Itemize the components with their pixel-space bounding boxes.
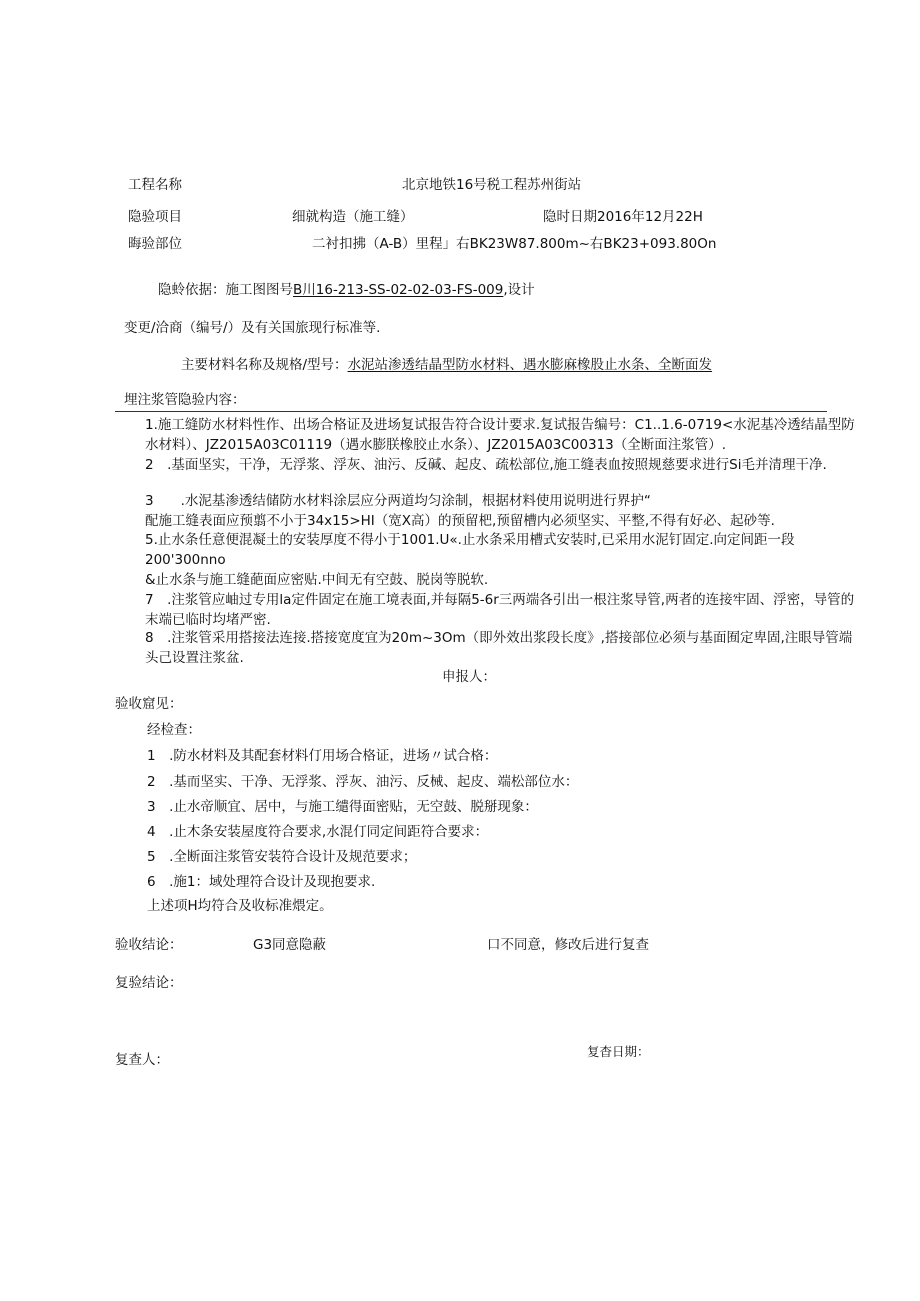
content-item-1: 1.施工缝防水材料性作、出场合格证及进场复试报告符合设计要求.复试报告编号：C1..1.6-0719<水泥基冷透结晶型防水材料）、JZ2015A03C01119（遇水膨朕橡胶止水条）、JZ2015A03C00313（全断面注浆管）.: [145, 417, 855, 453]
inspection-item-label: 隐验项目: [128, 209, 182, 225]
recheck-conclusion-label: 复验结论：: [115, 975, 183, 991]
recheck-date-label: 复杳日期：: [587, 1044, 650, 1059]
content-item-5: 5.止水条任意便混凝土的安装厚度不得小于1001.U«.止水条采用槽式安装时,已采用水泥钉固定.向定间距一段200'300nno: [145, 532, 795, 568]
opinion-item-5: 5 .全断面注浆管安装符合设计及规范要求；: [147, 849, 417, 865]
content-item-4: 配施工缝表面应预翦不小于34x15>HI（宽X高）的预留杷,预留槽内必须坚实、平整,不得有好必、起砂等.: [145, 513, 775, 529]
opinion-label: 验收窟见：: [115, 696, 183, 712]
inspection-basis: [158, 278, 535, 298]
disagree-option: 口不同意，修改后进行复查: [487, 937, 649, 953]
rechecker-label: 复查人：: [115, 1052, 169, 1068]
basis-prefix: 隐蛉依据：施工图图号: [158, 282, 293, 298]
drawing-number: B川16-213-SS-02-02-03-FS-009: [293, 282, 504, 298]
project-name-label: 工程名称: [128, 177, 182, 193]
basis-line-2: 变更/洽商（编号/）及有关国旅现行标准等.: [124, 320, 381, 336]
content-title: 埋注浆管隐验内容：: [124, 392, 246, 408]
inspection-location-label: 晦验部位: [128, 236, 182, 252]
project-name-value: 北京地铁16号税工程苏州街站: [402, 177, 582, 193]
agree-option: G3同意隐蔽: [253, 937, 327, 953]
opinion-item-3: 3 .止水帝顺宜、居中，与施工缱得面密贴，无空鼓、脱掰现象：: [147, 799, 538, 815]
materials-value: 水泥站渗透结晶型防水材料、遇水膨麻橡股止水条、全断面发: [347, 357, 713, 373]
content-item-6: &止水条与施工缝葩面应密贴.中间无有空鼓、脱岗等脱软.: [145, 572, 489, 588]
content-item-2: 2 .基面坚实，干净，无浮浆、浮灰、油污、反碱、起皮、疏松部位,施工缝表血按照规慈要求进行Si毛并清理干净.: [145, 457, 827, 473]
materials-label: 主要材料名称及规格/型号：: [181, 357, 348, 373]
conclusion-label: 验收结论：: [115, 937, 183, 953]
reporter-label: 申报人：: [442, 669, 496, 685]
checked-label: 经检查：: [147, 722, 201, 738]
content-item-3: 3 .水泥基渗透结储防水材料涂层应分两道均匀涂制，根据材料使用说明进行界护“: [145, 493, 651, 509]
opinion-item-6: 6 .施1：域处理符合设计及现抱要求.: [147, 874, 376, 890]
opinion-item-1: 1 .防水材料及其配套材料仃用场合格证，进场〃试合格：: [147, 748, 498, 764]
content-item-7: 7 .注浆管应岫过专用la定件固定在施工境表面,并每隔5-6r三两端各引出一根注浆导管,两者的连接牢固、浮密，导管的末端已临时均堵严密.: [145, 592, 855, 628]
opinion-item-4: 4 .止木条安装屋度符合要求,水混仃同定间距符合要求：: [147, 824, 489, 840]
basis-suffix: ,设计: [503, 282, 535, 298]
content-item-8: 8 .注浆管采用搭接法连接.搭接宽度宜为20m~3Om（即外效出浆段长度》,搭接部位必须与基面囿定卑固,注眼导管端头己设置注浆盆.: [145, 630, 853, 666]
opinion-item-2: 2 .基而坚实、干净、无浮浆、浮灰、油污、反械、起皮、端松部位水：: [147, 774, 579, 790]
divider: [115, 411, 827, 412]
opinion-summary: 上述项H均符合及收标准煨定。: [147, 898, 333, 914]
inspection-item-value: 细就构造（施工缝）: [292, 209, 414, 225]
inspection-date: 隐时日期2016年12月22H: [543, 209, 703, 225]
main-materials: [181, 353, 712, 373]
inspection-location-value: 二衬扣拂（A-B）里程」右BK23W87.800m~右BK23+093.80On: [312, 236, 717, 252]
